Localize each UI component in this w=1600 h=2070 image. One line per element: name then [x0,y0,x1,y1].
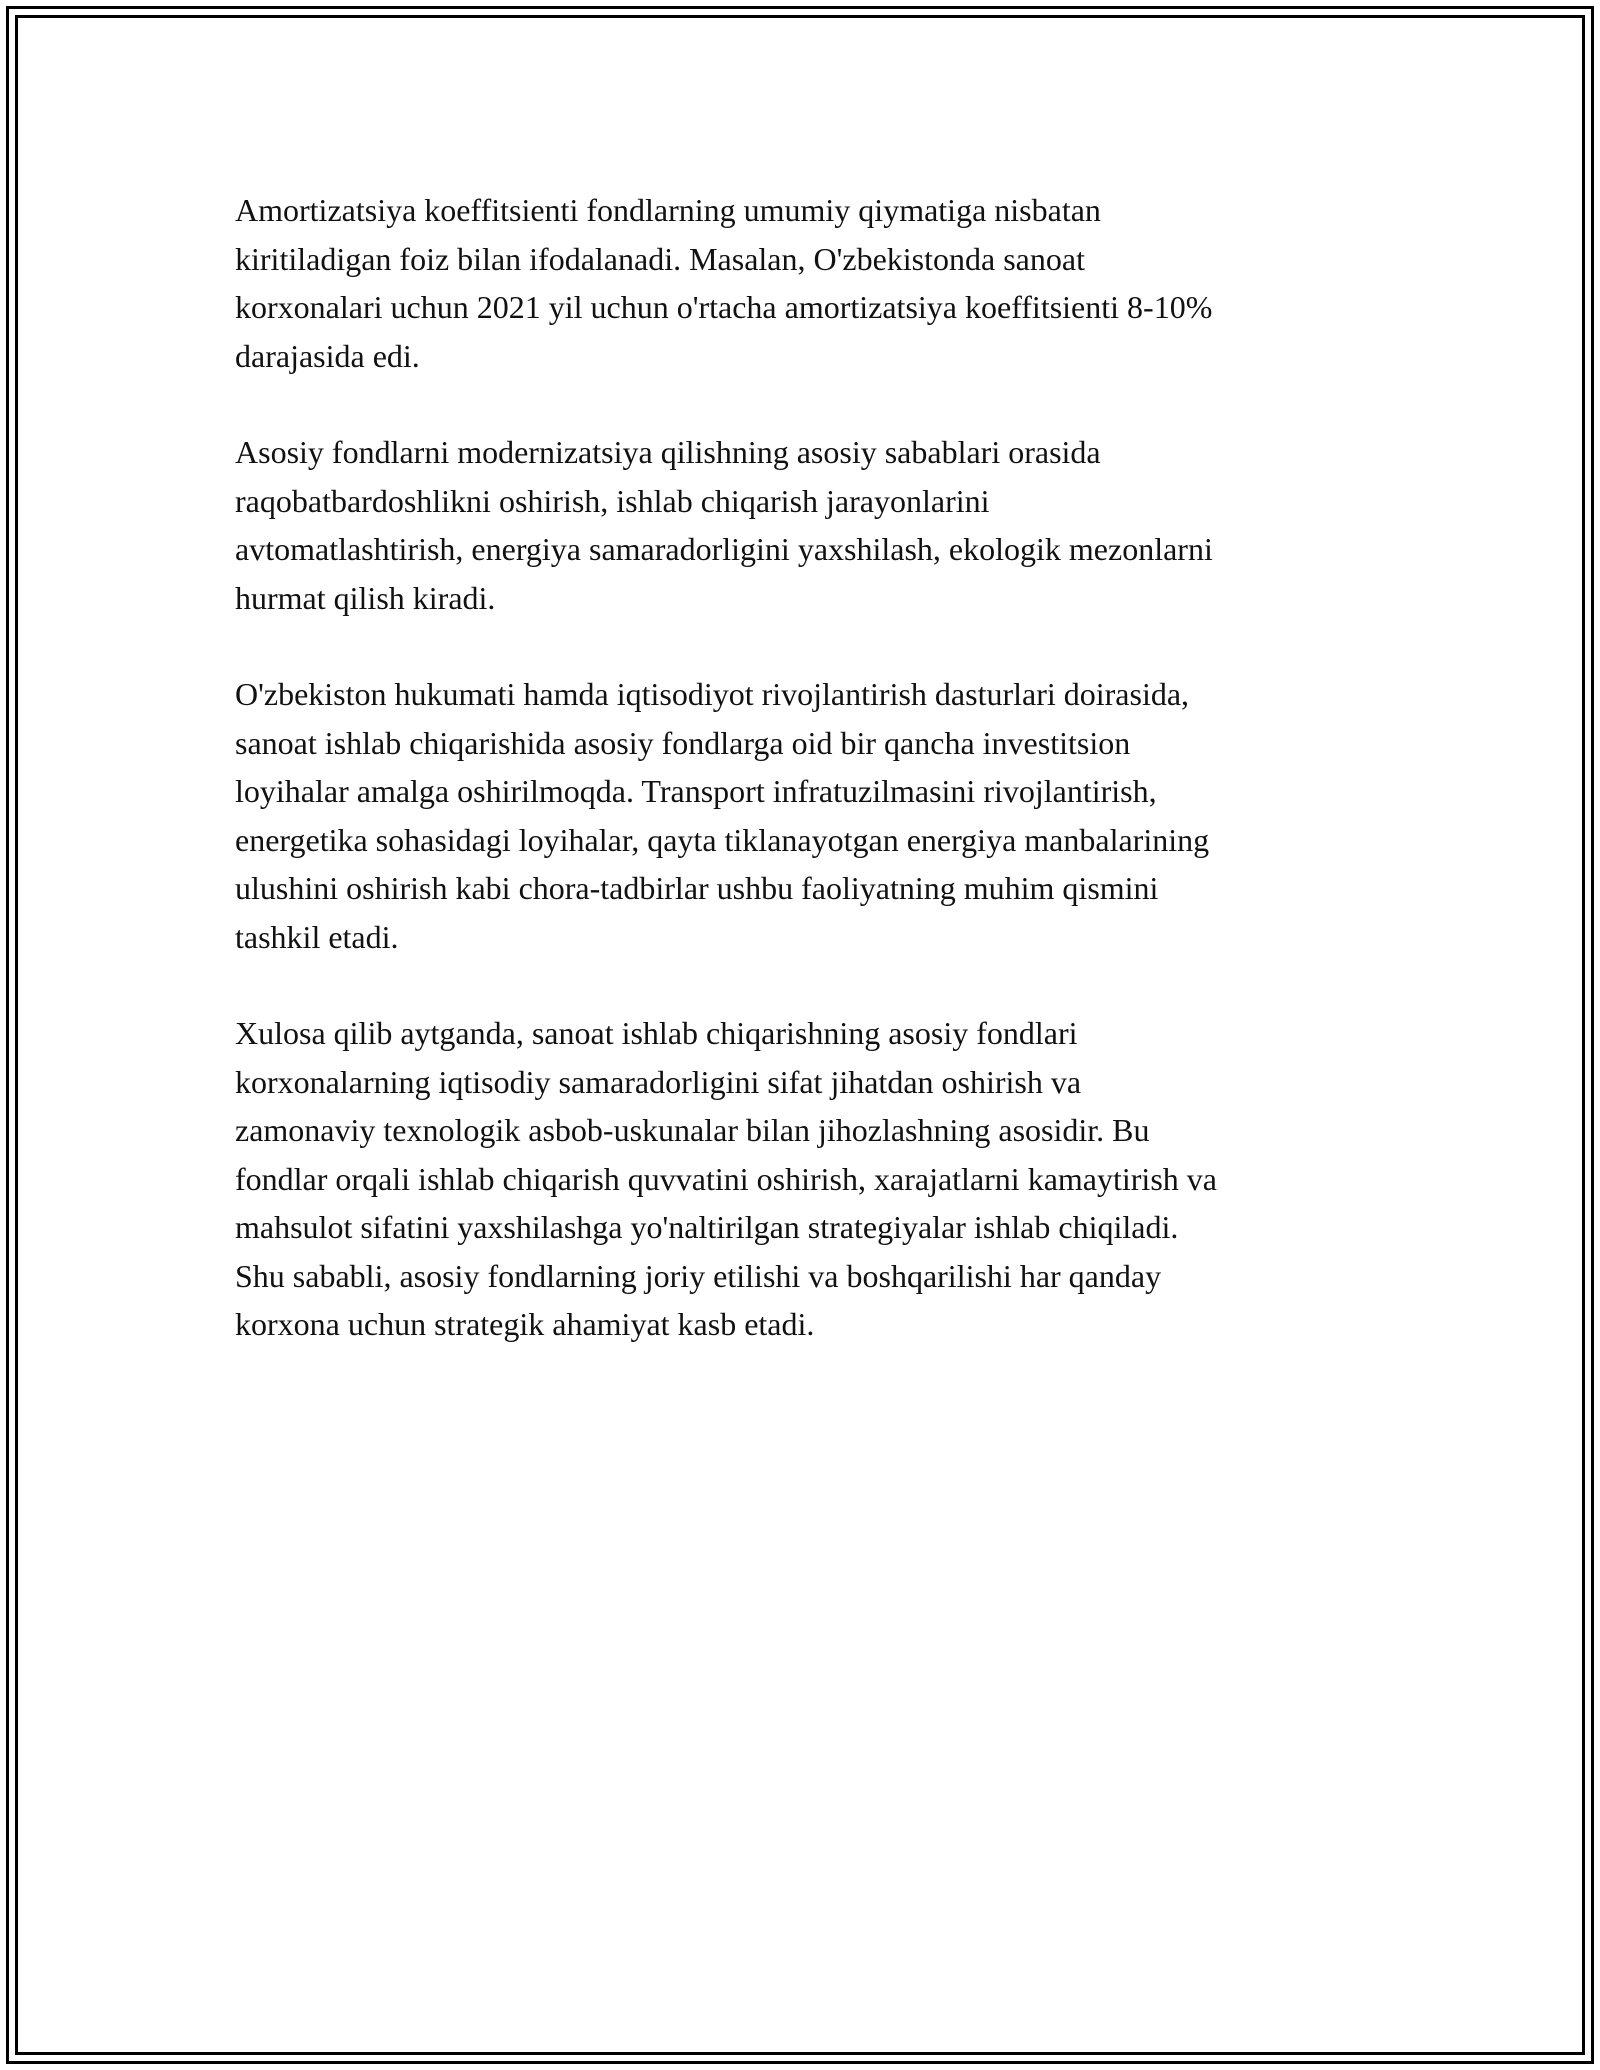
paragraph-investment-projects: O'zbekiston hukumati hamda iqtisodiyot rivojlantirish dasturlari doirasida, sanoat ishlab chiqarishida asosiy fondlarga oid bir qancha investitsion loyihalar amalga oshirilmoqda. Transport infratuzilmasini rivojlantirish, energetika sohasidagi loyihalar, qayta tiklanayotgan energiya manbalarining ulushini oshirish kabi chora-tadbirlar ushbu faoliyatning muhim qismini tashkil etadi. [235,676,1210,955]
paragraph-amortization: Amortizatsiya koeffitsienti fondlarning umumiy qiymatiga nisbatan kiritiladigan foiz bilan ifodalanadi. Masalan, O'zbekistonda sanoat korxonalari uchun 2021 yil uchun o'rtacha amortizatsiya koeffitsienti 8-10% darajasida edi. [235,192,1213,374]
paragraph-modernization: Asosiy fondlarni modernizatsiya qilishning asosiy sabablari orasida raqobatbardoshlikni oshirish, ishlab chiqarish jarayonlarini avtomatlashtirish, energiya samaradorligini yaxshilash, ekologik mezonlarni hurmat qilish kiradi. [235,434,1213,616]
document-body [235,186,1375,1397]
paragraph-conclusion: Xulosa qilib aytganda, sanoat ishlab chiqarishning asosiy fondlari korxonalarning iqtisodiy samaradorligini sifat jihatdan oshirish va zamonaviy texnologik asbob-uskunalar bilan jihozlashning asosidir. Bu fondlar orqali ishlab chiqarish quvvatini oshirish, xarajatlarni kamaytirish va mahsulot sifatini yaxshilashga yo'naltirilgan strategiyalar ishlab chiqiladi. Shu sababli, asosiy fondlarning joriy etilishi va boshqarilishi har qanday korxona uchun strategik ahamiyat kasb etadi. [235,1015,1217,1342]
